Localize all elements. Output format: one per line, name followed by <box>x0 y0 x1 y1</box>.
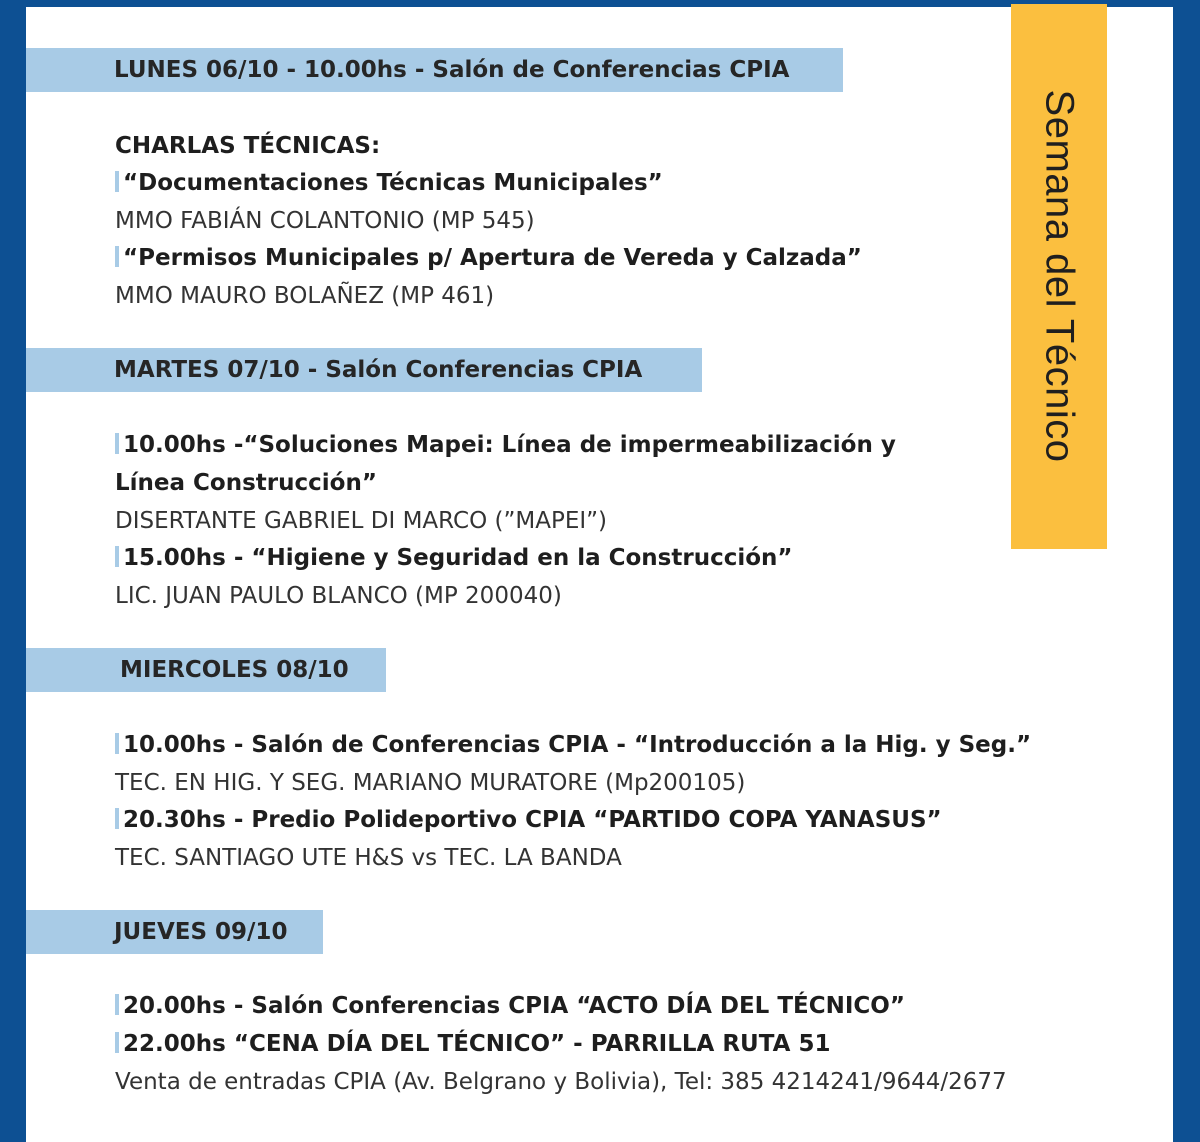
talk-speaker: DISERTANTE GABRIEL DI MARCO (”MAPEI”) <box>115 508 608 534</box>
bullet-marker <box>115 808 119 829</box>
talk-title: 10.00hs - Salón de Conferencias CPIA - “Introducción a la Hig. y Seg.” <box>115 727 1031 763</box>
talk-title: 15.00hs - “Higiene y Seguridad en la Construcción” <box>115 540 793 576</box>
bullet-marker <box>115 546 119 567</box>
bullet-marker <box>115 994 119 1015</box>
day-header-tuesday: MARTES 07/10 - Salón Conferencias CPIA <box>26 348 702 392</box>
bullet-marker <box>115 171 119 192</box>
talk-title-continued: Línea Construcción” <box>115 470 377 496</box>
left-border <box>0 0 26 1142</box>
ticket-info: Venta de entradas CPIA (Av. Belgrano y Bolivia), Tel: 385 4214241/9644/2677 <box>115 1069 1007 1095</box>
talk-speaker: TEC. SANTIAGO UTE H&S vs TEC. LA BANDA <box>115 845 622 871</box>
right-border <box>1173 0 1200 1142</box>
event-title: 22.00hs “CENA DÍA DEL TÉCNICO” - PARRILLA RUTA 51 <box>115 1026 830 1062</box>
side-title-tab <box>1011 4 1107 549</box>
talk-title: “Documentaciones Técnicas Municipales” <box>115 165 663 201</box>
bullet-marker <box>115 246 119 267</box>
talk-title: 20.30hs - Predio Polideportivo CPIA “PARTIDO COPA YANASUS” <box>115 802 942 838</box>
talk-speaker: MMO FABIÁN COLANTONIO (MP 545) <box>115 208 535 234</box>
talk-speaker: MMO MAURO BOLAÑEZ (MP 461) <box>115 283 495 309</box>
talk-speaker: TEC. EN HIG. Y SEG. MARIANO MURATORE (Mp200105) <box>115 770 746 796</box>
section-label: CHARLAS TÉCNICAS: <box>115 133 381 159</box>
talk-title: “Permisos Municipales p/ Apertura de Vereda y Calzada” <box>115 240 862 276</box>
talk-speaker: LIC. JUAN PAULO BLANCO (MP 200040) <box>115 583 562 609</box>
day-header-thursday: JUEVES 09/10 <box>26 910 323 954</box>
side-title: Semana del Técnico <box>1037 89 1082 463</box>
day-header-wednesday: MIERCOLES 08/10 <box>26 648 386 692</box>
day-header-monday: LUNES 06/10 - 10.00hs - Salón de Conferencias CPIA <box>26 48 843 92</box>
bullet-marker <box>115 433 119 454</box>
bullet-marker <box>115 1032 119 1053</box>
bullet-marker <box>115 733 119 754</box>
event-title: 20.00hs - Salón Conferencias CPIA “ACTO DÍA DEL TÉCNICO” <box>115 988 905 1024</box>
talk-title: 10.00hs -“Soluciones Mapei: Línea de impermeabilización y <box>115 427 896 463</box>
